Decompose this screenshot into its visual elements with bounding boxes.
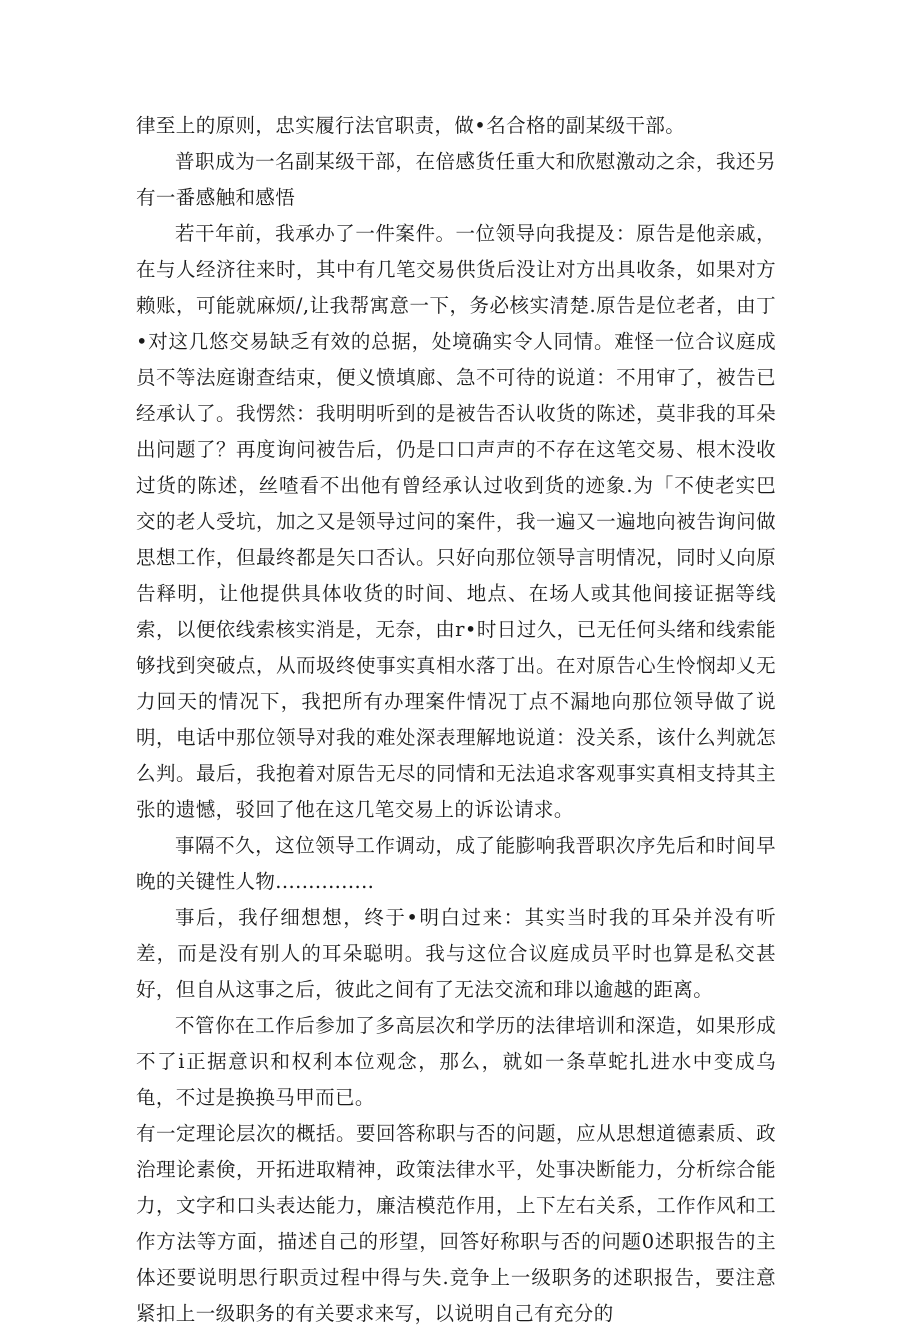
paragraph-7: 有一定理论层次的概括。要回答称职与否的问题，应从思想道德素质、政治理论素倹，开拓进取精神，政策法律水平，处事决断能力，分析综合能力，文字和口头表达能力，廉洁模范作用，上下左右关系，工作作风和工作方法等方面，描述自己的形望，回答好称职与否的问题0述职报告的主体还要说明思行职贡过程中得与失.竞争上一级职务的述职报告，要注意紧扣上一级职务的有关要求来写，以说明自己有充分的 [136,1122,776,1325]
paragraph-5: 事后，我仔细想想，终于•明白过来：其实当时我的耳朵并没有听差，而是没有别人的耳朵聪明。我与这位合议庭成员平时也算是私交甚好，但自从这事之后，彼此之间有了无法交流和琲以逾越的距离。 [136,906,776,1001]
paragraph-4: 事隔不久，这位领导工作调动，成了能膨响我晋职次序先后和时间早晚的关键性人物............... [136,834,776,893]
paragraph-3: 若干年前，我承办了一件案件。一位领导向我提及：原告是他亲戚，在与人经济往来时，其中有几笔交易供货后没让对方出具收条，如果对方赖账，可能就麻烦/,让我帮寓意一下，务必核实清楚.原告是位老者，由丁•对这几悠交易缺乏有效的总据，处境确实令人同情。难怪一位合议庭成员不等法庭谢查结束，便义愤填廊、急不可待的说道：不用审了，被告已经承认了。我愣然：我明明听到的是被告否认收货的陈述，莫非我的耳朵出问题了？再度询问被告后，仍是口口声声的不存在这笔交易、根木没收过货的陈述，丝喳看不出他有曾经承认过收到货的迹象.为「不使老实巴交的老人受坑，加之又是领导过问的案件，我一遍又一遍地向被告询问做思想工作，但最终都是矢口否认。只好向那位领导言明情况，同时乂向原告释明，让他提供具体收货的时间、地点、在场人或其他间接证据等线索，以便依线索核实消是，无奈，由r•时日过久，已无任何头绪和线索能够找到突破点，从而圾终使事实真相水落丁出。在对原告心生怜悯却乂无力回天的情况下，我把所有办理案件情况丁点不漏地向那位领导做了说明，电话中那位领导对我的难处深表理解地说道：没关系，该什么判就怎么判。最后，我抱着对原告无尽的同情和无法追求客观事实真相支持其主张的遗憾，驳回了他在这几笔交易上的诉讼请求。 [136,222,776,821]
paragraph-6: 不管你在工作后参加了多高层次和学历的法律培训和深造，如果形成不了i正据意识和权利本位观念，那么，就如一条草蛇扎进水中变成乌龟，不过是换换马甲而已。 [136,1014,776,1109]
paragraph-2: 普职成为一名副某级干部，在倍感货任重大和欣慰激动之余，我还另有一番感触和感悟 [136,150,776,209]
paragraph-1: 律至上的原则，忠实履行法官职责，做•名合格的副某级干部。 [136,114,686,137]
document-body [136,108,776,1332]
